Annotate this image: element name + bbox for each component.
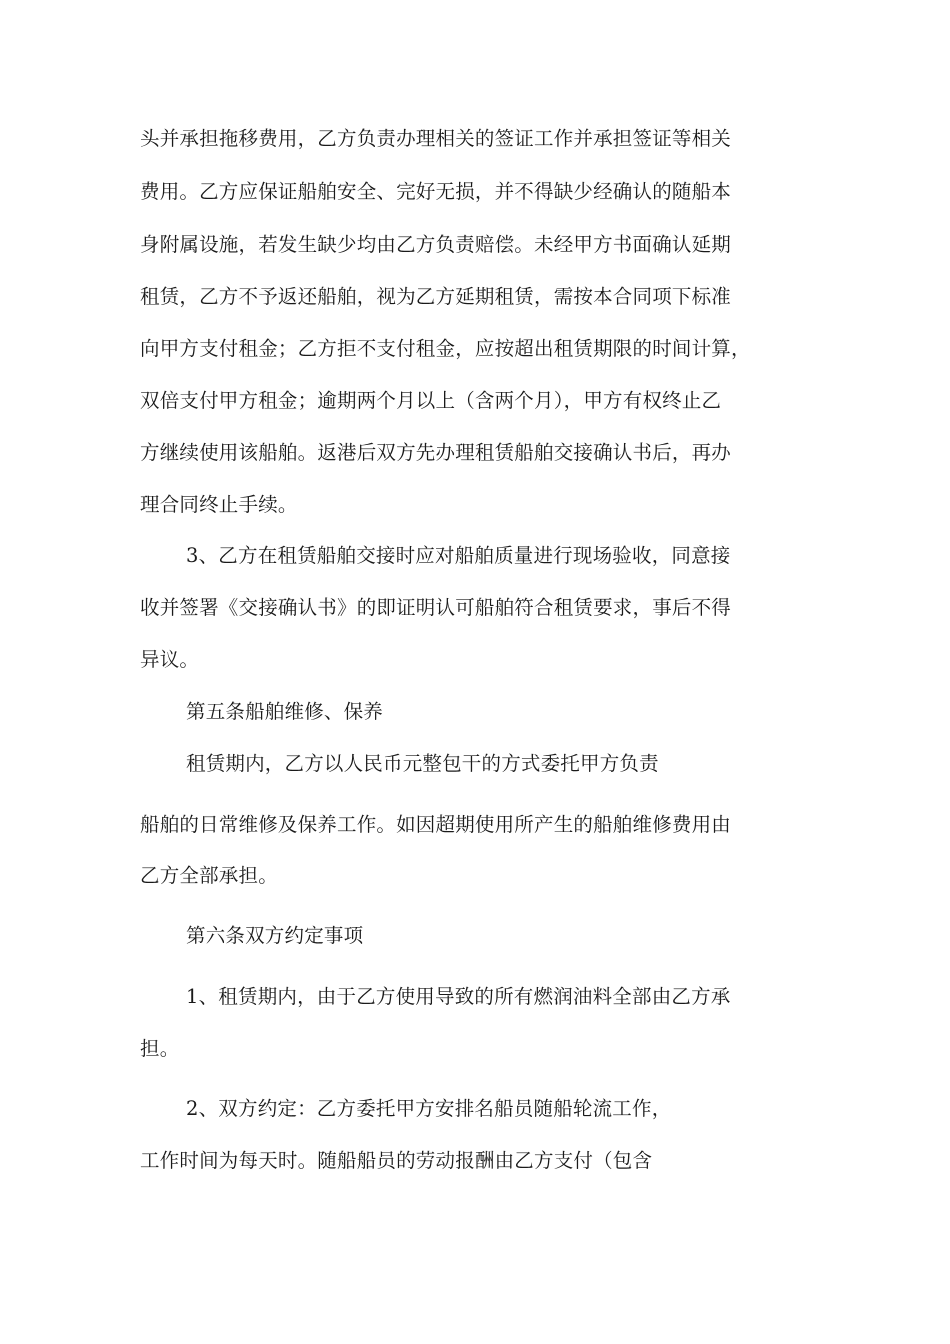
body-text-line: 工作时间为每天时。随船船员的劳动报酬由乙方支付（包含 bbox=[140, 1149, 653, 1172]
paragraph-maintenance-start: 租赁期内，乙方以人民币元整包干的方式委托甲方负责 bbox=[186, 752, 659, 775]
body-text-line: 费用。乙方应保证船舶安全、完好无损，并不得缺少经确认的随船本 bbox=[140, 180, 732, 203]
body-text-line: 方继续使用该船舶。返港后双方先办理租赁船舶交接确认书后，再办 bbox=[140, 441, 732, 464]
body-text-line: 乙方全部承担。 bbox=[140, 864, 278, 887]
body-text-line: 理合同终止手续。 bbox=[140, 493, 298, 516]
body-text-line: 收并签署《交接确认书》的即证明认可船舶符合租赁要求，事后不得 bbox=[140, 596, 732, 619]
paragraph-1-start: 1、租赁期内，由于乙方使用导致的所有燃润油料全部由乙方承 bbox=[186, 985, 731, 1008]
body-text-line: 身附属设施，若发生缺少均由乙方负责赔偿。未经甲方书面确认延期 bbox=[140, 233, 732, 256]
body-text-line: 向甲方支付租金；乙方拒不支付租金，应按超出租赁期限的时间计算， bbox=[140, 337, 751, 360]
paragraph-2-start: 2、双方约定：乙方委托甲方安排名船员随船轮流工作， bbox=[186, 1097, 672, 1120]
paragraph-3-start: 3、乙方在租赁船舶交接时应对船舶质量进行现场验收，同意接 bbox=[186, 544, 731, 567]
body-text-line: 异议。 bbox=[140, 648, 200, 671]
section-heading-article-6: 第六条双方约定事项 bbox=[186, 924, 364, 947]
body-text-line: 船舶的日常维修及保养工作。如因超期使用所产生的船舶维修费用由 bbox=[140, 813, 732, 836]
body-text-line: 租赁，乙方不予返还船舶，视为乙方延期租赁，需按本合同项下标准 bbox=[140, 285, 732, 308]
section-heading-article-5: 第五条船舶维修、保养 bbox=[186, 700, 384, 723]
body-text-line: 头并承担拖移费用，乙方负责办理相关的签证工作并承担签证等相关 bbox=[140, 127, 732, 150]
body-text-line: 双倍支付甲方租金；逾期两个月以上（含两个月），甲方有权终止乙 bbox=[140, 389, 722, 412]
body-text-line: 担。 bbox=[140, 1037, 180, 1060]
